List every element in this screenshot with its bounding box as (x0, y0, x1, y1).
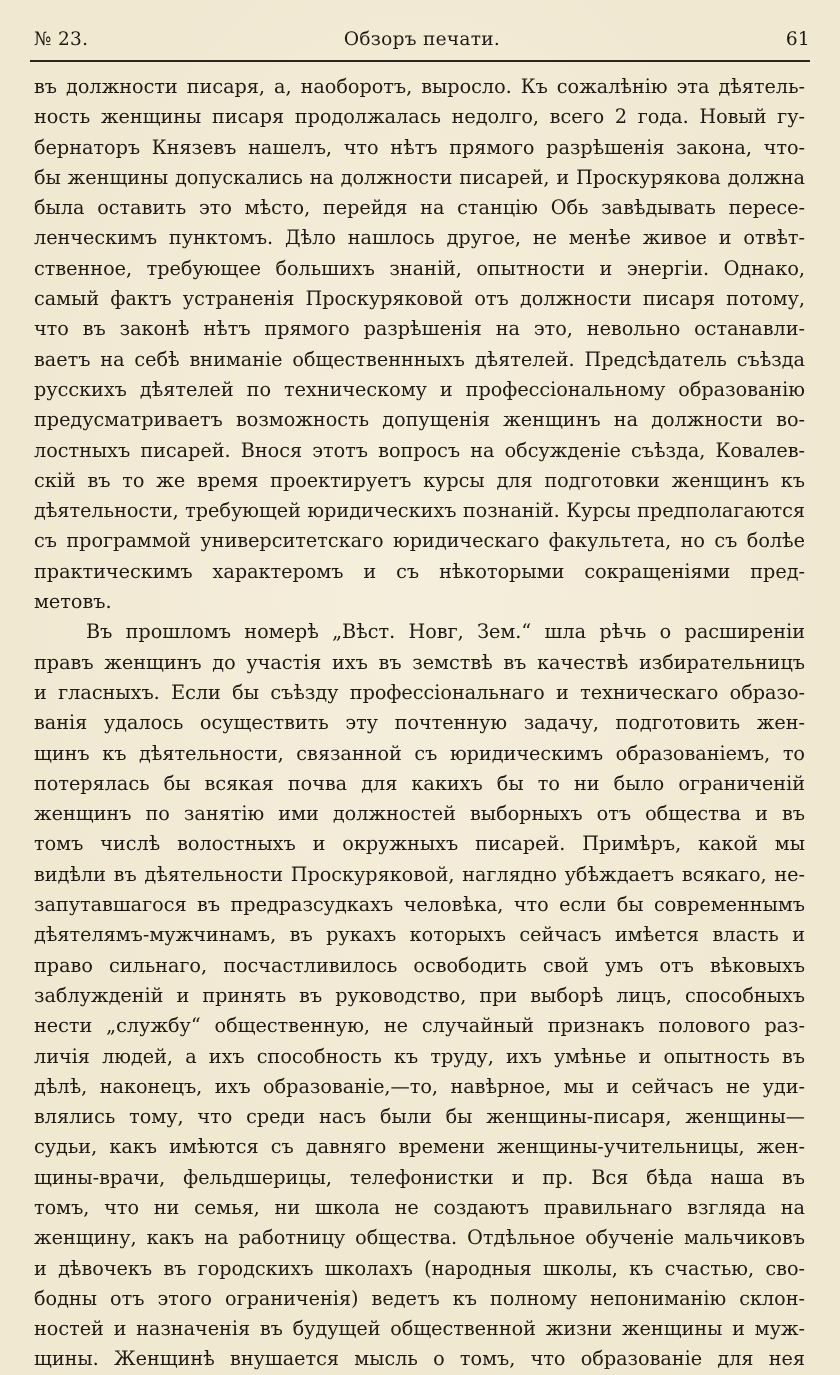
text-line: ванія удалось осуществить эту почтенную задачу, подготовить жен- (34, 711, 805, 735)
issue-number: № 23. (34, 29, 89, 50)
text-line: заблужденій и принять въ руководство, при выборѣ лицъ, способныхъ (34, 983, 805, 1007)
text-line: и гласныхъ. Если бы съѣзду профессіональнаго и техническаго образо- (34, 680, 805, 704)
text-line: ваетъ на себѣ вниманіе общественнныхъ дѣятелей. Предсѣдатель съѣзда (34, 347, 805, 371)
text-line: бернаторъ Князевъ нашелъ, что нѣтъ прямого разрѣшенія закона, что- (34, 135, 805, 159)
text-line: русскихъ дѣятелей по техническому и профессіональному образованію (34, 377, 805, 401)
text-line: личія людей, а ихъ способность къ труду, ихъ умѣнье и опытность въ (34, 1044, 805, 1068)
text-line: щины-врачи, фельдшерицы, телефонистки и пр. Вся бѣда наша въ (34, 1165, 805, 1189)
header-rule (30, 60, 810, 62)
text-line: видѣли въ дѣятельности Проскуряковой, наглядно убѣждаетъ всякаго, не- (34, 862, 805, 886)
text-line: бодны отъ этого ограниченія) ведетъ къ полному непониманію склон- (34, 1286, 805, 1310)
text-line: ленческимъ пунктомъ. Дѣло нашлось другое, не менѣе живое и отвѣт- (34, 226, 805, 250)
text-line: дѣятельности, требующей юридическихъ познаній. Курсы предполагаются (34, 499, 805, 523)
paragraph-end-line: метовъ. (34, 590, 112, 614)
text-line: потерялась бы всякая почва для какихъ бы то ни было ограниченій (34, 771, 805, 795)
text-line: въ должности писаря, а, наоборотъ, выросло. Къ сожалѣнію эта дѣятель- (34, 75, 805, 98)
text-line: влялись тому, что среди насъ были бы женщины-писаря, женщины— (34, 1105, 805, 1129)
text-line: нести „службу“ общественную, не случайный признакъ полового раз- (34, 1014, 805, 1038)
text-line: самый фактъ устраненія Проскуряковой отъ должности писаря потому, (34, 287, 805, 311)
text-line: бы женщины допускались на должности писарей, и Проскурякова должна (34, 165, 805, 189)
text-line: практическимъ характеромъ и съ нѣкоторыми сокращеніями пред- (34, 559, 805, 583)
text-line: томъ числѣ волостныхъ и окружныхъ писарей. Примѣръ, какой мы (34, 832, 805, 856)
text-line: лостныхъ писарей. Внося этотъ вопросъ на обсужденіе съѣзда, Ковалев- (34, 438, 805, 462)
text-line: щинъ къ дѣятельности, связанной съ юридическимъ образованіемъ, то (34, 741, 805, 765)
text-line: ственное, требующее большихъ знаній, опытности и энергіи. Однако, (34, 256, 805, 280)
page-number: 61 (785, 29, 810, 50)
text-line: женщинъ по занятію ими должностей выборныхъ отъ общества и въ (34, 802, 805, 826)
text-line: предусматриваетъ возможность допущенія женщинъ на должности во- (34, 408, 805, 432)
paragraph-start-line: Въ прошломъ номерѣ „Вѣст. Новг, Зем.“ шла рѣчь о расширеніи (86, 620, 805, 644)
text-line: и дѣвочекъ въ городскихъ школахъ (народныя школы, къ счастью, сво- (34, 1256, 805, 1280)
text-line: томъ, что ни семья, ни школа не создаютъ правильнаго взгляда на (34, 1195, 805, 1219)
text-line: правъ женщинъ до участія ихъ въ земствѣ въ качествѣ избирательницъ (34, 650, 805, 674)
text-line: ностей и назначенія въ будущей общественной жизни женщины и муж- (34, 1317, 805, 1341)
text-line: судьи, какъ имѣются съ давняго времени женщины-учительницы, жен- (34, 1135, 805, 1159)
text-line: скій въ то же время проектируетъ курсы для подготовки женщинъ къ (34, 468, 805, 492)
text-line: что въ законѣ нѣтъ прямого разрѣшенія на это, невольно останавли- (34, 317, 805, 341)
text-line: запутавшагося въ предразсудкахъ человѣка, что если бы современнымъ (34, 893, 805, 917)
article-body (34, 72, 805, 1375)
text-line: право сильнаго, посчастливилось освободить свой умъ отъ вѣковыхъ (34, 953, 805, 977)
text-line: была оставить это мѣсто, перейдя на станцію Обь завѣдывать пересе- (34, 196, 805, 220)
text-line: дѣятелямъ-мужчинамъ, въ рукахъ которыхъ сейчасъ имѣется власть и (34, 923, 805, 947)
text-line: съ программой университетскаго юридическаго факультета, но съ болѣе (34, 529, 805, 553)
running-title: Обзоръ печати. (343, 29, 501, 50)
text-line: дѣлѣ, наконецъ, ихъ образованіе,—то, навѣрное, мы и сейчасъ не уди- (34, 1074, 805, 1098)
text-line: ность женщины писаря продолжалась недолго, всего 2 года. Новый гу- (34, 105, 805, 129)
text-line: женщину, какъ на работницу общества. Отдѣльное обученіе мальчиковъ (34, 1226, 805, 1250)
text-line: щины. Женщинѣ внушается мысль о томъ, что образованіе для нея (34, 1347, 805, 1371)
page-header (34, 24, 810, 56)
